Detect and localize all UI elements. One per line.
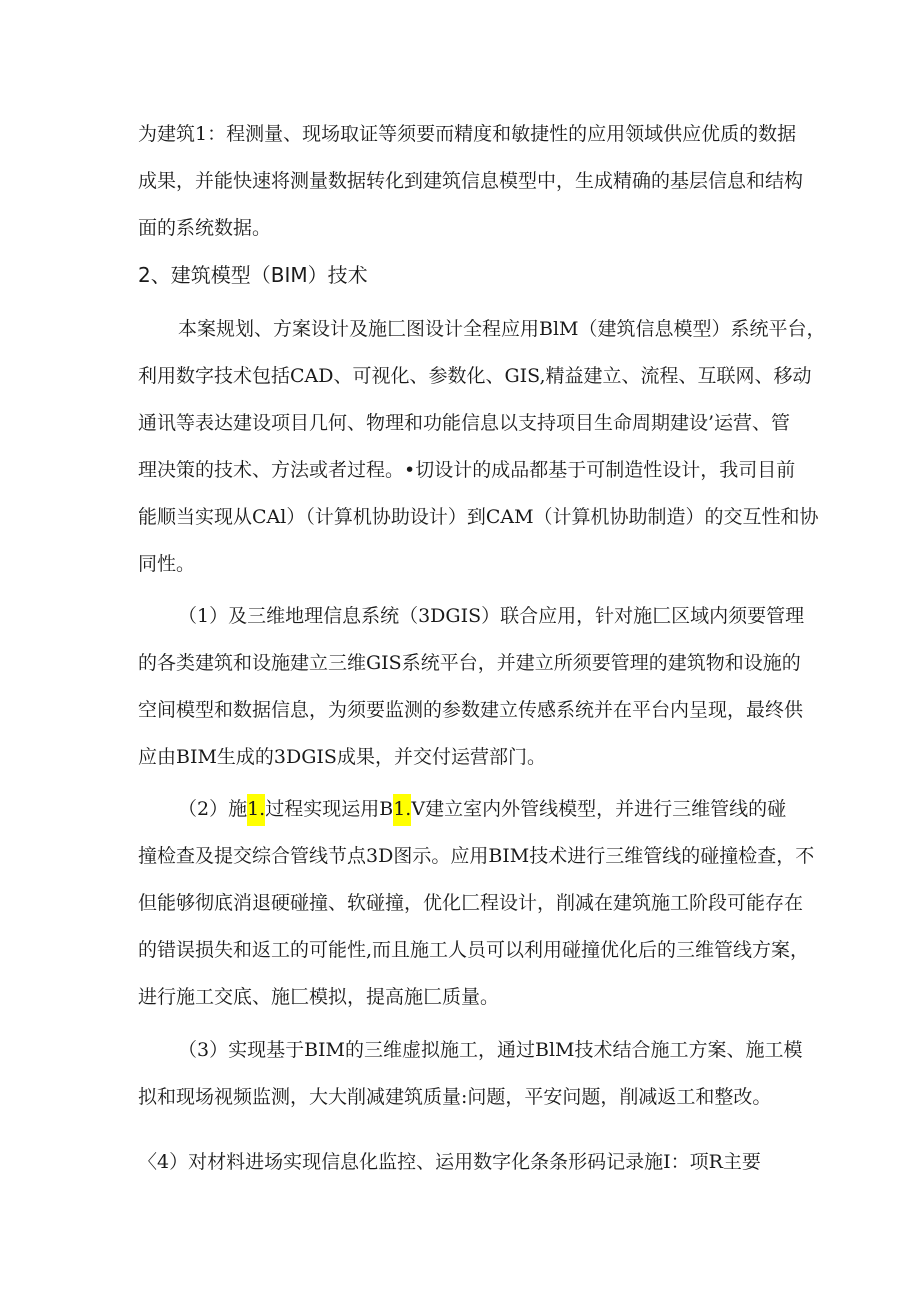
paragraph-line: 撞检查及提交综合管线节点3D图示。应用BIM技术进行三维管线的碰撞检查，不 xyxy=(138,845,815,867)
paragraph-line: 进行施工交底、施匚模拟，提高施匚质量。 xyxy=(138,986,500,1008)
paragraph-line: 本案规划、方案设计及施匚图设计全程应用BlM（建筑信息模型）系统平台， xyxy=(178,318,826,340)
paragraph-line: 面的系统数据。 xyxy=(138,217,272,239)
paragraph-line: 利用数字技术包括CAD、可视化、参数化、GIS,精益建立、流程、互联网、移动 xyxy=(138,365,812,387)
text-run: 过程实现运用B xyxy=(265,798,394,820)
paragraph-line: 通讯等表达建设项目几何、物理和功能信息以支持项目生命周期建设’运营、管 xyxy=(138,412,791,434)
text-run: V建立室内外管线模型，并进行三维管线的碰 xyxy=(411,798,787,820)
paragraph-line: 能顺当实现从CAl）（计算机协助设计）到CAM（计算机协助制造）的交互性和协 xyxy=(138,506,819,528)
text-run: （2）施 xyxy=(178,798,248,820)
paragraph-line: 〈4）对材料进场实现信息化监控、运用数字化条条形码记录施I：项R主要 xyxy=(138,1151,761,1173)
paragraph-line: 空间模型和数据信息，为须要监测的参数建立传感系统并在平台内呈现，最终供 xyxy=(138,699,804,721)
paragraph-line: 理决策的技术、方法或者过程。•切设计的成品都基于可制造性设计，我司目前 xyxy=(138,459,796,481)
paragraph-line: 的各类建筑和设施建立三维GIS系统平台，并建立所须要管理的建筑物和设施的 xyxy=(138,652,801,674)
paragraph-line: 成果，并能快速将测量数据转化到建筑信息模型中，生成精确的基层信息和结构 xyxy=(138,170,804,192)
paragraph-line: 同性。 xyxy=(138,553,196,575)
highlighted-text: 1. xyxy=(393,794,411,826)
paragraph-line: 应由BIM生成的3DGIS成果，并交付运营部门。 xyxy=(138,746,546,768)
highlighted-text: 1. xyxy=(247,794,265,826)
paragraph-line: 的错误损失和返工的可能性,而且施工人员可以利用碰撞优化后的三维管线方案， xyxy=(138,939,810,961)
paragraph-line: （3）实现基于BIM的三维虚拟施工，通过BlM技术结合施工方案、施工模 xyxy=(178,1039,803,1061)
paragraph-line xyxy=(178,797,786,821)
paragraph-line: 但能够彻底消退硬碰撞、软碰撞，优化匚程设计，削减在建筑施工阶段可能存在 xyxy=(138,892,804,914)
paragraph-line: 为建筑1：程测量、现场取证等须要而精度和敏捷性的应用领域供应优质的数据 xyxy=(138,123,797,145)
section-heading: 2、建筑模型（BIM）技术 xyxy=(138,263,368,287)
paragraph-line: 拟和现场视频监测，大大削减建筑质量:问题，平安问题，削减返工和整改。 xyxy=(138,1086,772,1108)
paragraph-line: （1）及三维地理信息系统（3DGIS）联合应用，针对施匚区域内须要管理 xyxy=(178,605,805,627)
